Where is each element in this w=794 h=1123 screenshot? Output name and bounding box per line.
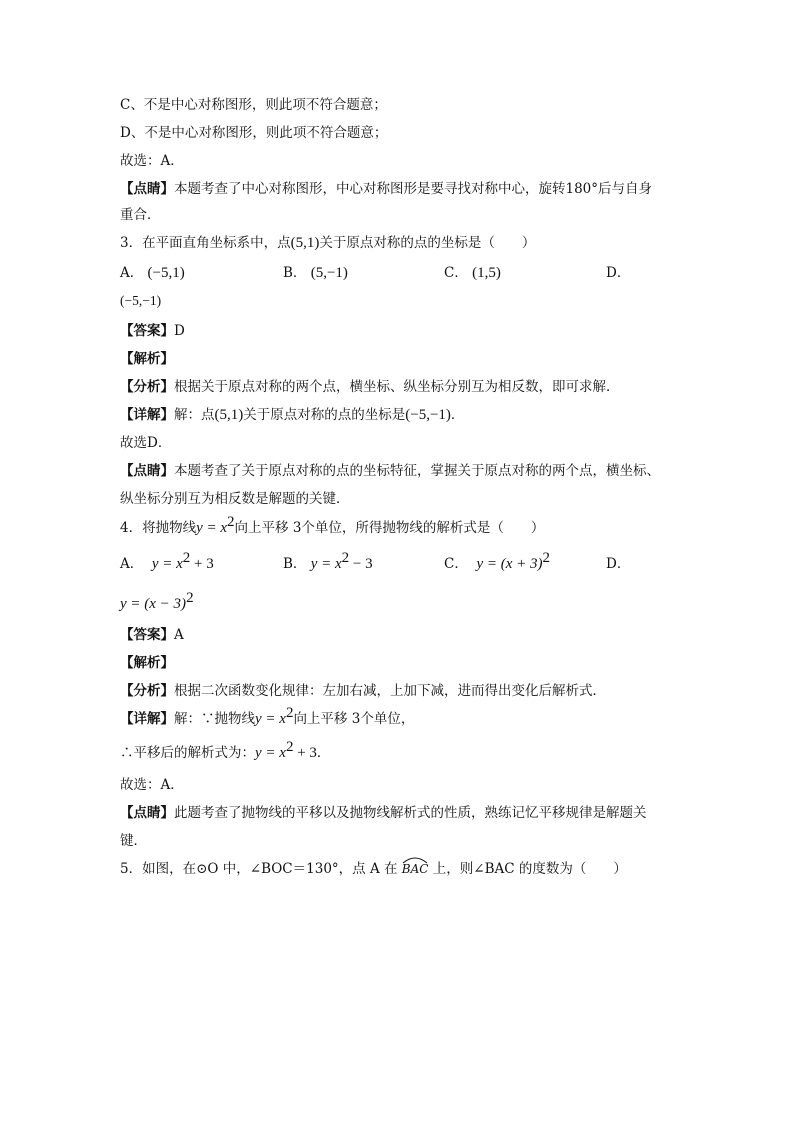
question-text: 向上平移 3个单位，所得抛物线的解析式是（ ） [234, 520, 545, 536]
option-math: + 3 [190, 556, 214, 572]
math-formula: y = x [255, 745, 286, 761]
math-exponent: 2 [285, 705, 294, 721]
q4-option-c [444, 550, 550, 573]
option-math: (1,5) [472, 265, 501, 281]
math-exponent: 2 [186, 590, 194, 606]
option-label: A． [120, 265, 144, 281]
text-line: 故选D． [120, 435, 172, 451]
question-text: 上，则∠BAC 的度数为（ ） [432, 861, 627, 877]
dianjing-tag: 【点睛】 [120, 181, 174, 197]
text-line: 故选：A． [120, 777, 184, 793]
analysis-heading: 【解析】 [120, 655, 174, 671]
option-math: (−5,1) [147, 265, 185, 281]
xiangjie-4-line2 [120, 739, 331, 762]
option-math: y = (x − 3) [120, 596, 187, 612]
text-line: 纵坐标分别互为相反数是解题的关键． [120, 491, 350, 507]
dianjing-text: 本题考查了关于原点对称的点的坐标特征，掌握关于原点对称的两个点，横坐标、 [174, 463, 660, 479]
fenxi-tag: 【分析】 [120, 683, 174, 699]
q3-option-d-label: D． [606, 265, 631, 281]
question-text: 3．在平面直角坐标系中，点 [120, 235, 291, 251]
q4-option-b [283, 550, 373, 573]
answer-3 [120, 322, 185, 340]
fenxi-text: 根据二次函数变化规律：左加右减，上加下减，进而得出变化后解析式． [174, 683, 606, 699]
q3-option-c [444, 264, 501, 282]
math-formula: y = x [196, 520, 228, 536]
arc-notation [402, 860, 429, 878]
option-math: (5,−1) [310, 265, 348, 281]
answer-tag: 【答案】 [120, 323, 174, 339]
q3-option-b [283, 264, 348, 282]
math-exponent: 2 [341, 550, 350, 566]
q4-option-d [120, 590, 194, 613]
fenxi-text: 根据关于原点对称的两个点，横坐标、纵坐标分别互为相反数，即可求解． [174, 379, 620, 395]
q4-option-a [120, 550, 214, 573]
arc-label: BAC [401, 862, 429, 876]
xiangjie-tag: 【详解】 [120, 711, 174, 727]
math-point: (5,1) [214, 407, 244, 423]
xiangjie-text: ∴平移后的解析式为： [120, 745, 255, 761]
fenxi-3 [120, 378, 620, 396]
text-line: 键． [120, 833, 147, 849]
text-line: 故选：A． [120, 153, 184, 169]
dianjing-4 [120, 804, 647, 822]
xiangjie-text: 解：点 [174, 407, 215, 423]
math-exponent: 2 [285, 739, 294, 755]
math-exponent: 2 [182, 550, 191, 566]
xiangjie-text: 关于原点对称的点的坐标是 [243, 407, 406, 423]
dianjing-text: 本题考查了中心对称图形，中心对称图形是要寻找对称中心，旋转180°后与自身 [174, 181, 653, 197]
answer-value: D [174, 323, 185, 339]
math-exponent: 2 [227, 514, 235, 530]
question-5 [120, 860, 627, 878]
dianjing-3 [120, 462, 660, 480]
q4-option-d-label: D． [606, 556, 631, 572]
text-line: D、不是中心对称图形，则此项不符合题意； [120, 125, 388, 141]
question-text: 5．如图，在⊙O 中，∠BOC＝130°，点 A 在 [120, 861, 398, 877]
math-point: (5,1) [290, 235, 320, 251]
fenxi-tag: 【分析】 [120, 379, 174, 395]
xiangjie-text: 向上平移 3个单位， [293, 711, 415, 727]
math-exponent: 2 [542, 550, 550, 566]
dianjing-line [120, 180, 652, 198]
question-text: 4．将抛物线 [120, 520, 197, 536]
xiangjie-tag: 【详解】 [120, 407, 174, 423]
option-label: B． [283, 556, 307, 572]
xiangjie-text: ． [316, 745, 331, 761]
option-label: C． [444, 556, 468, 572]
arc-icon [401, 856, 429, 864]
dianjing-text: 此题考查了抛物线的平移以及抛物线解析式的性质，熟练记忆平移规律是解题关 [174, 805, 647, 821]
analysis-heading: 【解析】 [120, 351, 174, 367]
xiangjie-text: ． [450, 407, 465, 423]
xiangjie-text: 解：∵抛物线 [174, 711, 255, 727]
option-math: y = (x + 3) [476, 556, 543, 572]
question-4 [120, 514, 545, 537]
option-label: A． [120, 556, 144, 572]
answer-4 [120, 626, 184, 644]
option-label: B． [283, 265, 307, 281]
question-text: 关于原点对称的点的坐标是（ ） [319, 235, 536, 251]
answer-tag: 【答案】 [120, 627, 174, 643]
answer-value: A [174, 627, 184, 643]
q3-option-a [120, 264, 185, 282]
question-3 [120, 234, 535, 252]
dianjing-tag: 【点睛】 [120, 805, 174, 821]
option-label: C． [444, 265, 468, 281]
option-math: − 3 [349, 556, 373, 572]
fenxi-4 [120, 682, 606, 700]
option-math: y = x [151, 556, 183, 572]
dianjing-tag: 【点睛】 [120, 463, 174, 479]
text-line: C、不是中心对称图形，则此项不符合题意； [120, 97, 387, 113]
q3-option-d: (−5,−1) [120, 293, 162, 308]
math-point: (−5,−1) [405, 407, 451, 423]
xiangjie-4 [120, 705, 415, 728]
option-math: y = x [310, 556, 342, 572]
text-line: 重合． [120, 207, 161, 223]
math-formula: y = x [255, 711, 286, 727]
math-formula: + 3 [293, 745, 317, 761]
xiangjie-3 [120, 406, 464, 424]
